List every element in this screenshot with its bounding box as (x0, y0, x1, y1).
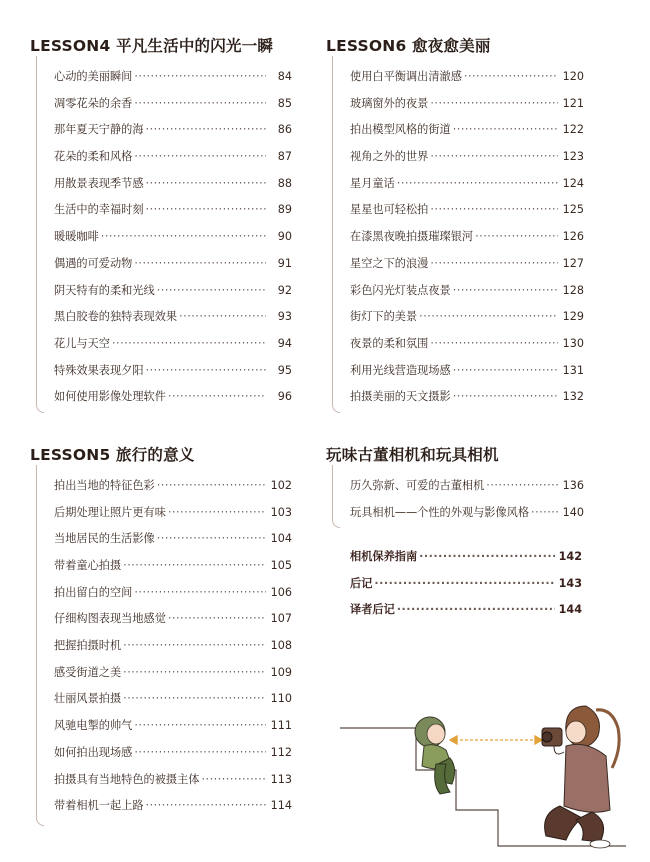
leader-dots (179, 310, 266, 323)
entry-page: 121 (562, 96, 584, 110)
entry-label: 那年夏天宁静的海 (54, 123, 144, 137)
toc-entry[interactable] (54, 717, 292, 744)
entry-page: 96 (277, 390, 292, 404)
toc-entry[interactable] (350, 255, 584, 282)
entry-page: 126 (562, 230, 584, 244)
entry-label: 彩色闪光灯装点夜景 (350, 283, 451, 297)
entry-page: 120 (562, 70, 584, 83)
entry-page: 91 (277, 256, 292, 270)
entry-page: 142 (558, 550, 582, 563)
entry-label: 拍摄具有当地特色的被摄主体 (54, 772, 200, 786)
title-brace (36, 56, 44, 413)
left-column (30, 34, 292, 824)
toc-entry[interactable] (54, 335, 292, 362)
toc-entry[interactable] (54, 584, 292, 611)
entry-page: 90 (277, 230, 292, 244)
entry-page: 124 (562, 176, 584, 190)
entry-label: 仔细构图表现当地感觉 (54, 612, 166, 626)
entry-page: 143 (558, 576, 582, 590)
entry-page: 109 (270, 665, 292, 679)
toc-entry[interactable] (54, 504, 292, 531)
leader-dots (397, 177, 558, 190)
photographer-child-stairs-illustration (338, 700, 628, 850)
entry-label: 把握拍摄时机 (54, 639, 122, 653)
entry-page: 114 (270, 799, 292, 813)
leader-dots (101, 230, 266, 243)
entry-label: 利用光线营造现场感 (350, 363, 451, 377)
leader-dots (419, 550, 555, 563)
toc-entry[interactable] (350, 362, 584, 389)
entry-label: 带着相机一起上路 (54, 799, 144, 813)
entry-page: 136 (562, 478, 584, 492)
entry-label: 星月童话 (350, 176, 395, 190)
leader-dots (168, 612, 266, 625)
entry-label: 街灯下的美景 (350, 310, 418, 324)
entry-page: 87 (277, 150, 292, 164)
entry-page: 93 (277, 310, 292, 324)
entry-label: 如何使用影像处理软件 (54, 390, 166, 404)
entry-page: 127 (562, 256, 584, 270)
toc-entry[interactable] (350, 148, 584, 175)
leader-dots (146, 123, 266, 136)
title-brace (332, 465, 340, 528)
lesson5-title: LESSON5 旅行的意义 (30, 445, 195, 464)
leader-dots (146, 364, 266, 377)
toc-entry[interactable] (350, 308, 584, 335)
toc-entry[interactable] (54, 530, 292, 557)
entry-label: 花儿与天空 (54, 336, 110, 350)
child-figure (415, 717, 455, 794)
entry-label: 偶遇的可爱动物 (54, 256, 133, 270)
entry-label: 使用白平衡调出清澈感 (350, 70, 462, 83)
appendix-section (350, 548, 582, 628)
entry-page: 112 (270, 745, 292, 759)
lesson6-title: LESSON6 愈夜愈美丽 (326, 37, 491, 55)
toc-entry[interactable] (350, 504, 584, 531)
leader-dots (531, 506, 558, 519)
entry-label: 星空之下的浪漫 (350, 256, 429, 270)
entry-page: 129 (562, 310, 584, 324)
lesson5-section (30, 443, 292, 824)
toc-entry[interactable] (54, 148, 292, 175)
lesson4-list (30, 68, 292, 415)
entry-label: 相机保养指南 (350, 550, 418, 563)
entry-label: 在漆黑夜晚拍摄璀璨银河 (350, 230, 474, 244)
entry-page: 131 (562, 363, 584, 377)
entry-page: 110 (270, 692, 292, 706)
toc-entry[interactable] (350, 95, 584, 122)
leader-dots (486, 479, 558, 492)
leader-dots (430, 337, 558, 350)
leader-dots (112, 337, 266, 350)
entry-page: 104 (270, 532, 292, 546)
toc-entry[interactable] (350, 121, 584, 148)
entry-page: 85 (277, 96, 292, 110)
entry-label: 感受街道之美 (54, 665, 122, 679)
leader-dots (453, 284, 558, 297)
entry-page: 125 (562, 203, 584, 217)
leader-dots (475, 230, 558, 243)
entry-label: 风驰电掣的帅气 (54, 719, 133, 733)
entry-page: 140 (562, 505, 584, 519)
leader-dots (453, 123, 558, 136)
entry-page: 102 (270, 478, 292, 492)
leader-dots (134, 586, 266, 599)
toc-entry[interactable] (54, 121, 292, 148)
leader-dots (453, 390, 558, 403)
entry-label: 特殊效果表现夕阳 (54, 363, 144, 377)
entry-page: 103 (270, 505, 292, 519)
toc-entry[interactable] (54, 201, 292, 228)
entry-page: 123 (562, 150, 584, 164)
entry-page: 106 (270, 585, 292, 599)
toc-entry[interactable] (54, 477, 292, 504)
entry-page: 122 (562, 123, 584, 137)
toc-entry[interactable] (54, 797, 292, 824)
entry-label: 带着童心拍摄 (54, 559, 122, 572)
entry-page: 107 (270, 612, 292, 626)
leader-dots (168, 390, 266, 403)
entry-label: 玻璃窗外的夜景 (350, 96, 429, 110)
toc-entry[interactable] (350, 548, 582, 575)
lesson5-list (30, 477, 292, 824)
toc-entry[interactable] (350, 282, 584, 309)
leader-dots (430, 203, 558, 216)
leader-dots (453, 364, 558, 377)
leader-dots (157, 284, 266, 297)
leader-dots (134, 257, 266, 270)
toc-entry[interactable] (350, 335, 584, 362)
entry-page: 92 (277, 283, 292, 297)
toc-entry[interactable] (54, 95, 292, 122)
entry-label: 当地居民的生活影像 (54, 532, 155, 546)
toc-entry[interactable] (350, 388, 584, 415)
entry-label: 黑白胶卷的独特表现效果 (54, 310, 178, 324)
entry-label: 心动的美丽瞬间 (54, 70, 133, 83)
entry-label: 用散景表现季节感 (54, 176, 144, 190)
toc-entry[interactable] (54, 771, 292, 798)
entry-page: 111 (270, 719, 292, 733)
vintage-section (326, 443, 584, 530)
leader-dots (157, 532, 266, 545)
toc-entry[interactable] (54, 175, 292, 202)
lesson4-section (30, 34, 292, 415)
toc-entry[interactable] (54, 664, 292, 691)
lesson4-title: LESSON4 平凡生活中的闪光一瞬 (30, 37, 274, 55)
toc-entry[interactable] (350, 201, 584, 228)
lesson6-list (326, 68, 584, 415)
leader-dots (430, 97, 558, 110)
toc-entry[interactable] (54, 255, 292, 282)
entry-label: 玩具相机——个性的外观与影像风格 (350, 505, 530, 519)
toc-entry[interactable] (54, 228, 292, 255)
vintage-title: 玩味古董相机和玩具相机 (326, 445, 499, 464)
toc-entry[interactable] (54, 68, 292, 95)
leader-dots (374, 577, 554, 590)
entry-label: 星星也可轻松拍 (350, 203, 429, 217)
leader-dots (201, 773, 266, 786)
leader-dots (397, 603, 555, 616)
entry-label: 拍出模型风格的街道 (350, 123, 451, 137)
entry-page: 94 (277, 336, 292, 350)
leader-dots (123, 559, 266, 572)
entry-page: 86 (277, 123, 292, 137)
entry-label: 译者后记 (350, 603, 395, 617)
entry-page: 108 (270, 639, 292, 653)
toc-entry[interactable] (350, 575, 582, 602)
right-column (326, 34, 584, 530)
toc-entry[interactable] (350, 228, 584, 255)
toc-entry[interactable] (54, 690, 292, 717)
toc-entry[interactable] (350, 68, 584, 95)
toc-entry[interactable] (54, 557, 292, 584)
entry-label: 拍出当地的特征色彩 (54, 478, 155, 492)
leader-dots (168, 506, 266, 519)
entry-label: 壮丽风景拍摄 (54, 692, 122, 706)
toc-entry[interactable] (54, 744, 292, 771)
leader-dots (464, 70, 558, 83)
leader-dots (134, 150, 266, 163)
toc-entry[interactable] (54, 388, 292, 415)
toc-entry[interactable] (54, 637, 292, 664)
entry-label: 后记 (350, 576, 373, 590)
entry-page: 130 (562, 336, 584, 350)
leader-dots (134, 719, 266, 732)
photographer-figure (542, 706, 619, 848)
leader-dots (134, 97, 266, 110)
entry-label: 阴天特有的柔和光线 (54, 283, 155, 297)
toc-entry[interactable] (350, 175, 584, 202)
title-brace (332, 56, 340, 413)
leader-dots (419, 310, 558, 323)
leader-dots (134, 746, 266, 759)
toc-entry[interactable] (350, 601, 582, 628)
sight-arrow (450, 736, 542, 744)
entry-page: 88 (277, 176, 292, 190)
toc-entry[interactable] (54, 610, 292, 637)
title-brace (36, 465, 44, 826)
toc-entry[interactable] (350, 477, 584, 504)
entry-label: 花朵的柔和风格 (54, 150, 133, 164)
entry-page: 132 (562, 390, 584, 404)
entry-page: 105 (270, 559, 292, 572)
leader-dots (134, 70, 266, 83)
leader-dots (123, 639, 266, 652)
entry-label: 历久弥新、可爱的古董相机 (350, 478, 485, 492)
toc-entry[interactable] (54, 308, 292, 335)
entry-label: 凋零花朵的余香 (54, 96, 133, 110)
entry-label: 生活中的幸福时刻 (54, 203, 144, 217)
entry-page: 95 (277, 363, 292, 377)
leader-dots (123, 666, 266, 679)
entry-page: 144 (558, 603, 582, 617)
toc-entry[interactable] (54, 362, 292, 389)
entry-label: 如何拍出现场感 (54, 745, 133, 759)
leader-dots (123, 692, 266, 705)
entry-label: 暖暖咖啡 (54, 230, 99, 244)
lesson6-section (326, 34, 584, 415)
entry-label: 夜景的柔和氛围 (350, 336, 429, 350)
leader-dots (430, 257, 558, 270)
entry-page: 84 (277, 70, 292, 83)
entry-page: 128 (562, 283, 584, 297)
entry-label: 拍出留白的空间 (54, 585, 133, 599)
toc-entry[interactable] (54, 282, 292, 309)
entry-page: 89 (277, 203, 292, 217)
leader-dots (430, 150, 558, 163)
entry-page: 113 (270, 772, 292, 786)
vintage-list (326, 477, 584, 530)
entry-label: 视角之外的世界 (350, 150, 429, 164)
entry-label: 后期处理让照片更有味 (54, 505, 166, 519)
appendix-list (350, 548, 582, 628)
leader-dots (157, 479, 266, 492)
entry-label: 拍摄美丽的天文摄影 (350, 390, 451, 404)
leader-dots (146, 799, 266, 812)
leader-dots (146, 177, 266, 190)
leader-dots (146, 203, 266, 216)
